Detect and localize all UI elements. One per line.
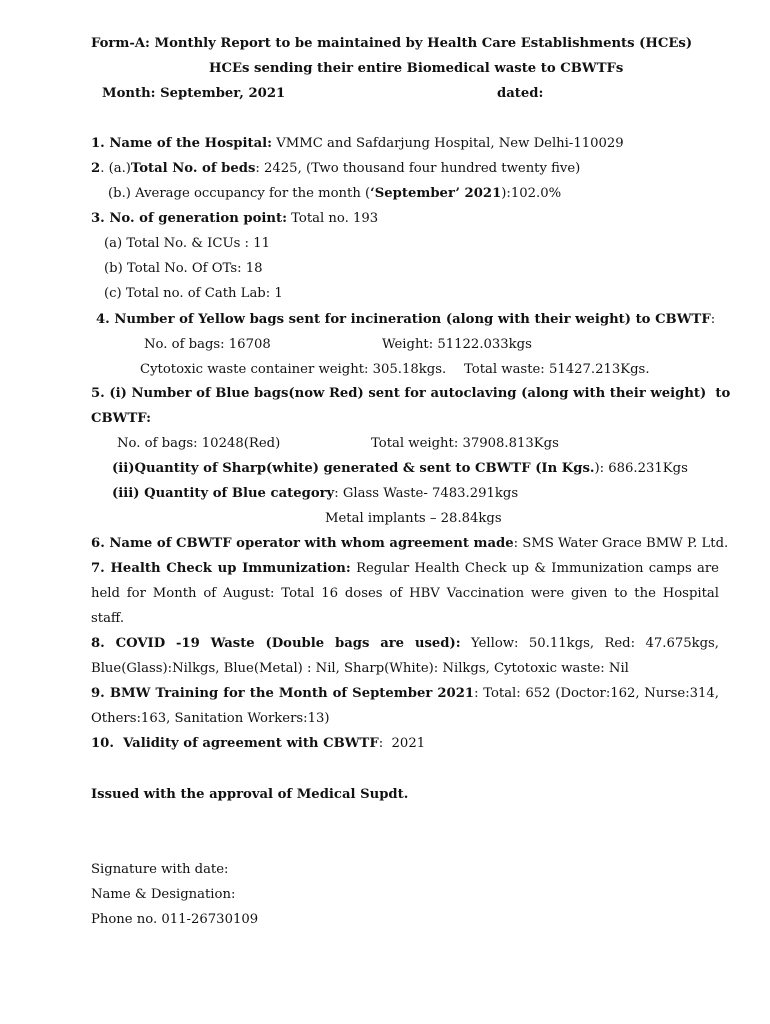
blue-bags-weight: Total weight: 37908.813Kgs [371,436,559,451]
item-bmw-training [91,685,719,703]
item-number: 2 [91,161,101,176]
item-colon: : [710,312,716,327]
item-generation-points [91,210,378,228]
item-prefix: . (a.) [100,161,131,176]
phone-number: Phone no. 011-26730109 [91,912,259,927]
approval-note: Issued with the approval of Medical Supdt. [91,787,409,802]
item-label: Name of the Hospital: [109,136,273,151]
item-cbwtf-operator [91,535,728,553]
name-designation-line: Name & Designation: [91,887,236,902]
signature-line: Signature with date: [91,862,229,877]
report-dated: dated: [497,86,544,101]
item-value: : SMS Water Grace BMW P. Ltd. [513,536,729,551]
item-value: Regular Health Check up & Immunization camps are [350,561,719,576]
item-label: 9. BMW Training for the Month of September 2021 [91,686,475,701]
item-label: 7. Health Check up Immunization: [91,561,351,576]
form-subtitle: HCEs sending their entire Biomedical waste to CBWTFs [209,61,624,76]
item-health-checkup-end: staff. [91,611,125,626]
item-label: 4. Number of Yellow bags sent for incineration (along with their weight) to CBWTF [96,312,711,327]
metal-implants: Metal implants – 28.84kgs [325,511,502,526]
item-bmw-training-cont: Others:163, Sanitation Workers:13) [91,711,330,726]
item-yellow-bags [96,311,715,329]
item-cath-lab: (c) Total no. of Cath Lab: 1 [104,286,283,301]
yellow-bags-count: No. of bags: 16708 [144,337,271,352]
item-hospital-name [91,135,624,153]
item-label: . Name of CBWTF operator with whom agreement made [100,536,514,551]
sharp-value: ): 686.231Kgs [594,461,688,476]
item-label: 3. No. of generation point: [91,211,287,226]
item-occupancy [108,185,561,203]
item-value: Yellow: 50.11kgs, Red: 47.675kgs, [460,636,720,651]
item-health-checkup [91,560,719,578]
item-agreement-validity [91,735,425,753]
item-health-checkup-cont: held for Month of August: Total 16 doses of HBV Vaccination were given to the Hospital [91,586,719,601]
blue-category-quantity [112,485,518,503]
total-waste: Total waste: 51427.213Kgs. [464,362,650,377]
cytotoxic-weight: Cytotoxic waste container weight: 305.18kgs. [140,362,447,377]
item-icus: (a) Total No. & ICUs : 11 [104,236,270,251]
item-label: 8. COVID -19 Waste (Double bags are used): [91,636,461,651]
item-blue-bags-cont: CBWTF: [91,411,152,426]
occupancy-month: ‘September’ 2021 [370,186,502,201]
occupancy-prefix: (b.) Average occupancy for the month ( [108,186,371,201]
blue-bags-count: No. of bags: 10248(Red) [117,436,281,451]
item-number: 1. [91,136,110,151]
item-blue-bags: 5. (i) Number of Blue bags(now Red) sent for autoclaving (along with their weight) to [91,386,731,401]
item-value: VMMC and Safdarjung Hospital, New Delhi-110029 [272,136,624,151]
form-title: Form-A: Monthly Report to be maintained by Health Care Establishments (HCEs) [91,36,693,51]
yellow-bags-weight: Weight: 51122.033kgs [382,337,532,352]
item-label: Total No. of beds [130,161,256,176]
sharp-quantity [112,460,688,478]
item-value: : 2021 [378,736,426,751]
blue-category-value: : Glass Waste- 7483.291kgs [334,486,519,501]
item-beds [91,160,580,178]
item-covid-waste-cont: Blue(Glass):Nilkgs, Blue(Metal) : Nil, Sharp(White): Nilkgs, Cytotoxic waste: Nil [91,661,629,676]
blue-category-label: (iii) Quantity of Blue category [112,486,335,501]
occupancy-value: ):102.0% [501,186,562,201]
item-value: : Total: 652 (Doctor:162, Nurse:314, [474,686,720,701]
item-value: : 2425, (Two thousand four hundred twenty five) [255,161,581,176]
report-month: Month: September, 2021 [102,86,286,101]
item-covid-waste [91,635,719,653]
item-label: 10. Validity of agreement with CBWTF [91,736,379,751]
item-ots: (b) Total No. Of OTs: 18 [104,261,263,276]
item-value: Total no. 193 [286,211,379,226]
sharp-label: (ii)Quantity of Sharp(white) generated & sent to CBWTF (In Kgs. [112,461,595,476]
item-number: 6 [91,536,101,551]
